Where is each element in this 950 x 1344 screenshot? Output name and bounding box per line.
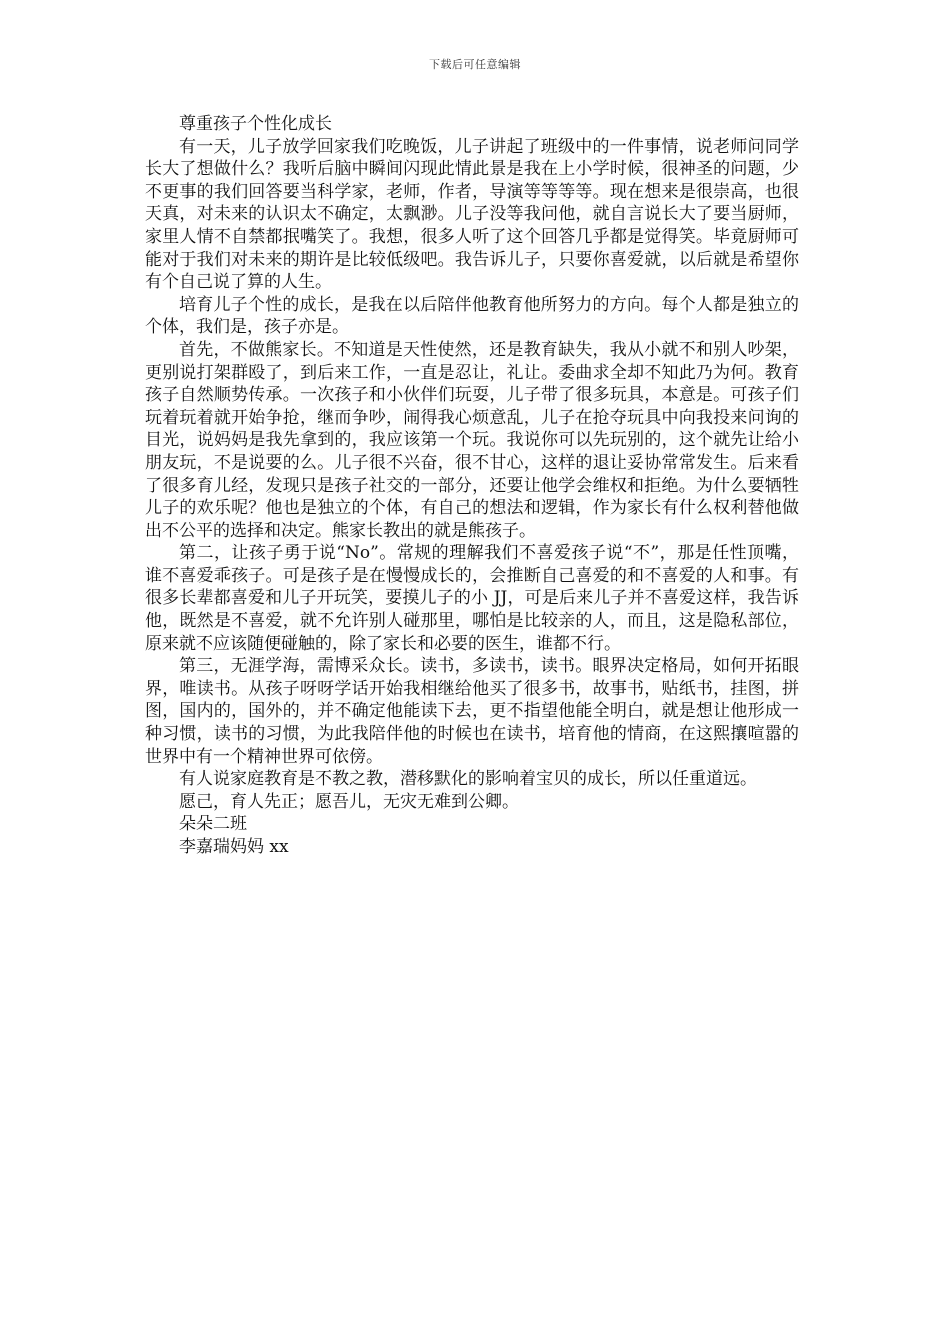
paragraph-1: 有一天，儿子放学回家我们吃晚饭，儿子讲起了班级中的一件事情，说老师问同学长大了想做什么？我听后脑中瞬间闪现此情此景是我在上小学时候，很神圣的问题，少不更事的我们回答要当科学家，老师，作者，导演等等等等。现在想来是很崇高，也很天真，对未来的认识太不确定，太飘渺。儿子没等我问他，就自言说长大了要当厨师，家里人情不自禁都抿嘴笑了。我想，很多人听了这个回答几乎都是觉得笑。毕竟厨师可能对于我们对未来的期许是比较低级吧。我告诉儿子，只要你喜爱就，以后就是希望你有个自己说了算的人生。 <box>145 136 799 293</box>
signature: 李嘉瑞妈妈 xx <box>179 837 289 857</box>
paragraph-5: 第三，无涯学海，需博采众长。读书，多读书，读书。眼界决定格局，如何开拓眼界，唯读书。从孩子呀呀学话开始我相继给他买了很多书，故事书，贴纸书，挂图，拼图，国内的，国外的，并不确定他能读下去，更不指望他能全明白，就是想让他形成一种习惯，读书的习惯，为此我陪伴他的时候也在读书，培育他的情商，在这熙攘喧嚣的世界中有一个精神世界可依傍。 <box>145 656 799 767</box>
paragraph-3: 首先，不做熊家长。不知道是天性使然，还是教育缺失，我从小就不和别人吵架，更别说打架群殴了，到后来工作，一直是忍让，礼让。委曲求全却不知此乃为何。教育孩子自然顺势传承。一次孩子和小伙伴们玩耍，儿子带了很多玩具，本意是。可孩子们玩着玩着就开始争抢，继而争吵，闹得我心烦意乱，儿子在抢夺玩具中向我投来问询的目光，说妈妈是我先拿到的，我应该第一个玩。我说你可以先玩别的，这个就先让给小朋友玩，不是说要的么。儿子很不兴奋，很不甘心，这样的退让妥协常常发生。后来看了很多育儿经，发现只是孩子社交的一部分，还要让他学会维权和拒绝。为什么要牺牲儿子的欢乐呢？他也是独立的个体，有自己的想法和逻辑，作为家长有什么权利替他做出不公平的选择和决定。熊家长教出的就是熊孩子。 <box>145 339 799 541</box>
page-header-note: 下载后可任意编辑 <box>429 58 521 71</box>
document-title: 尊重孩子个性化成长 <box>179 114 332 134</box>
class-name: 朵朵二班 <box>179 814 247 835</box>
paragraph-6: 有人说家庭教育是不教之教，潜移默化的影响着宝贝的成长，所以任重道远。 <box>179 769 757 790</box>
paragraph-2: 培育儿子个性的成长，是我在以后陪伴他教育他所努力的方向。每个人都是独立的个体，我们是，孩子亦是。 <box>145 294 799 338</box>
paragraph-7: 愿己，育人先正；愿吾儿，无灾无难到公卿。 <box>179 791 519 812</box>
paragraph-4: 第二，让孩子勇于说“No”。常规的理解我们不喜爱孩子说“不”，那是任性顶嘴，谁不喜爱乖孩子。可是孩子是在慢慢成长的，会推断自己喜爱的和不喜爱的人和事。有很多长辈都喜爱和儿子开玩笑，要摸儿子的小 JJ，可是后来儿子并不喜爱这样，我告诉他，既然是不喜爱，就不允许别人碰那里，哪怕是比较亲的人，而且，这是隐私部位，原来就不应该随便碰触的，除了家长和必要的医生，谁都不行。 <box>145 543 799 654</box>
document-body <box>145 113 799 859</box>
